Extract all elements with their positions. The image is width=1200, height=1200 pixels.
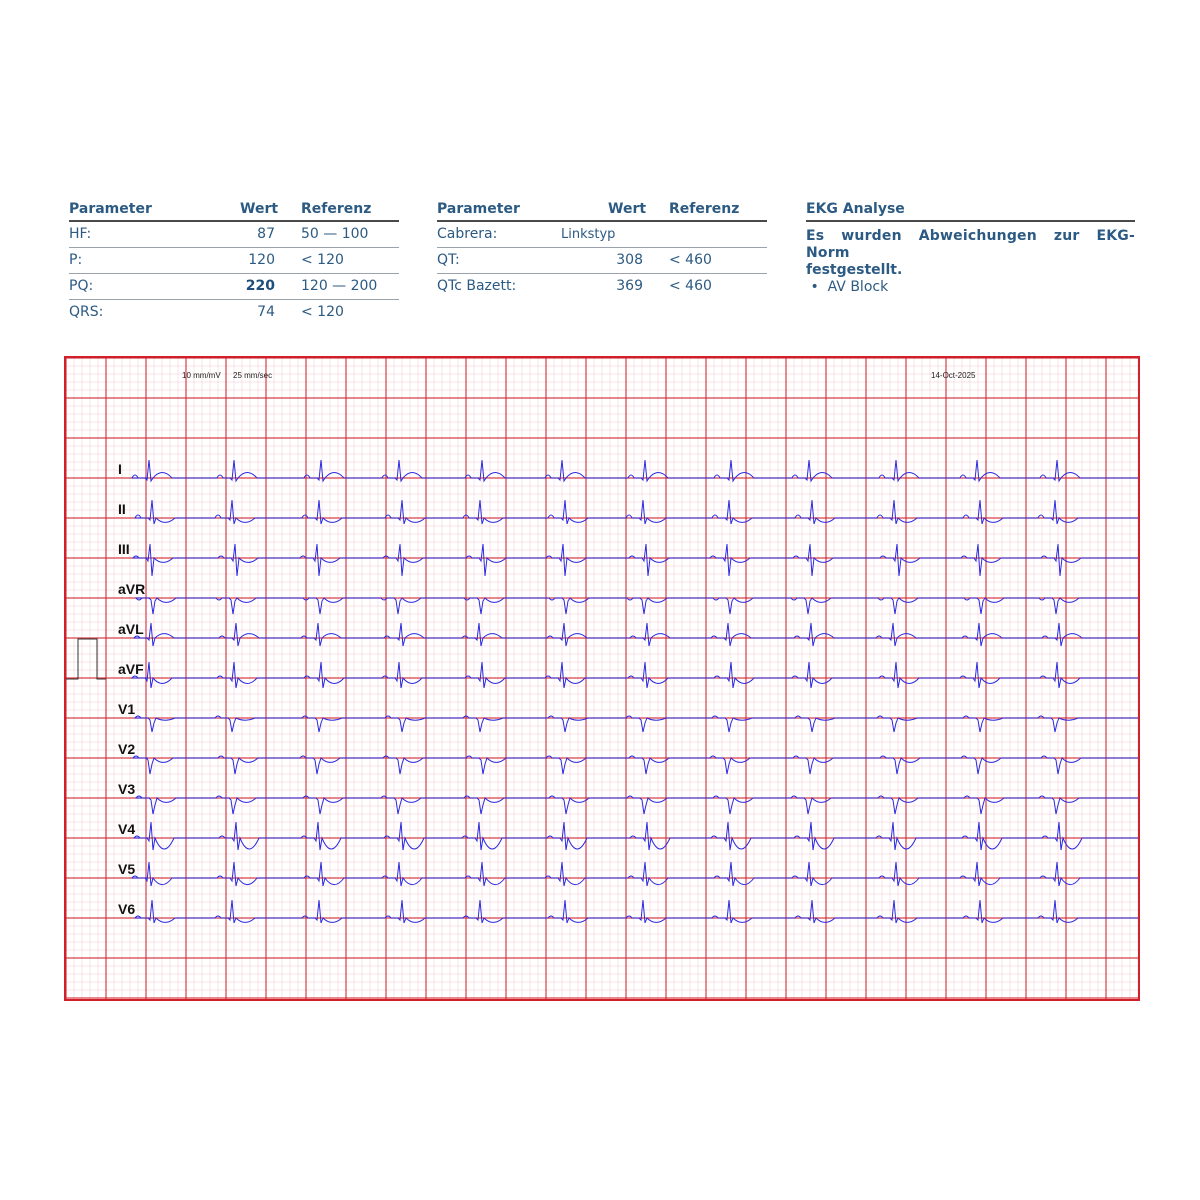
header-parameter: Parameter	[437, 201, 520, 217]
ecg-trace-v2	[133, 756, 1138, 774]
param-name: PQ:	[69, 278, 94, 294]
analysis-header	[806, 198, 1135, 222]
param-reference: < 460	[669, 252, 712, 268]
ecg-chart	[66, 358, 1138, 999]
table-row	[437, 274, 767, 299]
gain-label: 10 mm/mV	[182, 371, 221, 380]
header-wert: Wert	[608, 201, 647, 217]
ecg-trace-v5	[132, 862, 1138, 886]
lead-label-ii: II	[118, 501, 126, 517]
table-row	[69, 274, 399, 300]
param-value-abnormal: 220	[245, 278, 275, 294]
ekg-analysis	[806, 198, 1135, 296]
ecg-trace-v6	[135, 900, 1138, 923]
param-value: 308	[616, 252, 643, 268]
ecg-trace-avf	[132, 662, 1138, 688]
lead-label-i: I	[118, 461, 122, 477]
speed-label: 25 mm/sec	[233, 371, 273, 380]
analysis-finding: Es wurden Abweichungen zur EKG- Norm	[806, 228, 1135, 261]
lead-label-v5: V5	[118, 861, 136, 877]
header-referenz: Referenz	[301, 201, 372, 217]
param-name: QT:	[437, 252, 460, 268]
table-row	[69, 222, 399, 248]
lead-label-v1: V1	[118, 701, 136, 717]
param-reference: < 120	[301, 252, 344, 268]
ecg-trace-ii	[135, 500, 1138, 524]
ecg-trace-avl	[134, 623, 1138, 646]
lead-label-iii: III	[118, 541, 130, 557]
lead-label-v6: V6	[118, 901, 136, 917]
analysis-title: EKG Analyse	[806, 201, 905, 217]
param-reference: < 460	[669, 278, 712, 294]
analysis-bullet	[806, 279, 1135, 296]
header-parameter: Parameter	[69, 201, 152, 217]
table-header	[69, 198, 399, 222]
date-label: 14-Oct-2025	[931, 371, 976, 380]
ecg-strip	[64, 356, 1140, 1001]
param-value: 369	[616, 278, 643, 294]
param-reference: 120 — 200	[301, 278, 378, 294]
param-name: HF:	[69, 226, 92, 242]
ecg-trace-iii	[133, 544, 1138, 576]
param-name: Cabrera:	[437, 226, 498, 242]
bullet-text: AV Block	[827, 279, 889, 295]
param-value: Linkstyp	[561, 227, 616, 242]
parameter-table-1	[69, 198, 399, 325]
table-row	[437, 248, 767, 274]
param-name: QRS:	[69, 304, 104, 320]
table-row	[69, 248, 399, 274]
ecg-traces	[132, 460, 1138, 923]
lead-label-v3: V3	[118, 781, 136, 797]
calibration-pulse	[66, 639, 106, 679]
table-row	[69, 300, 399, 325]
lead-label-avr: aVR	[118, 581, 146, 597]
bullet-dot: •	[806, 279, 828, 295]
lead-label-avl: aVL	[118, 621, 144, 637]
param-value: 120	[248, 252, 275, 268]
param-value: 74	[257, 304, 275, 320]
param-reference: 50 — 100	[301, 226, 369, 242]
lead-label-v4: V4	[118, 821, 136, 837]
lead-label-v2: V2	[118, 741, 136, 757]
ecg-trace-v3	[136, 796, 1138, 814]
table-row	[437, 222, 767, 248]
param-name: P:	[69, 252, 83, 268]
table-header	[437, 198, 767, 222]
param-value: 87	[257, 226, 275, 242]
lead-label-avf: aVF	[118, 661, 144, 677]
header-wert: Wert	[240, 201, 279, 217]
param-reference: < 120	[301, 304, 344, 320]
parameter-table-2	[437, 198, 767, 299]
header-referenz: Referenz	[669, 201, 740, 217]
analysis-finding-cont: festgestellt.	[806, 262, 903, 278]
param-name: QTc Bazett:	[437, 278, 517, 294]
calibration-pulse-path	[66, 639, 106, 679]
